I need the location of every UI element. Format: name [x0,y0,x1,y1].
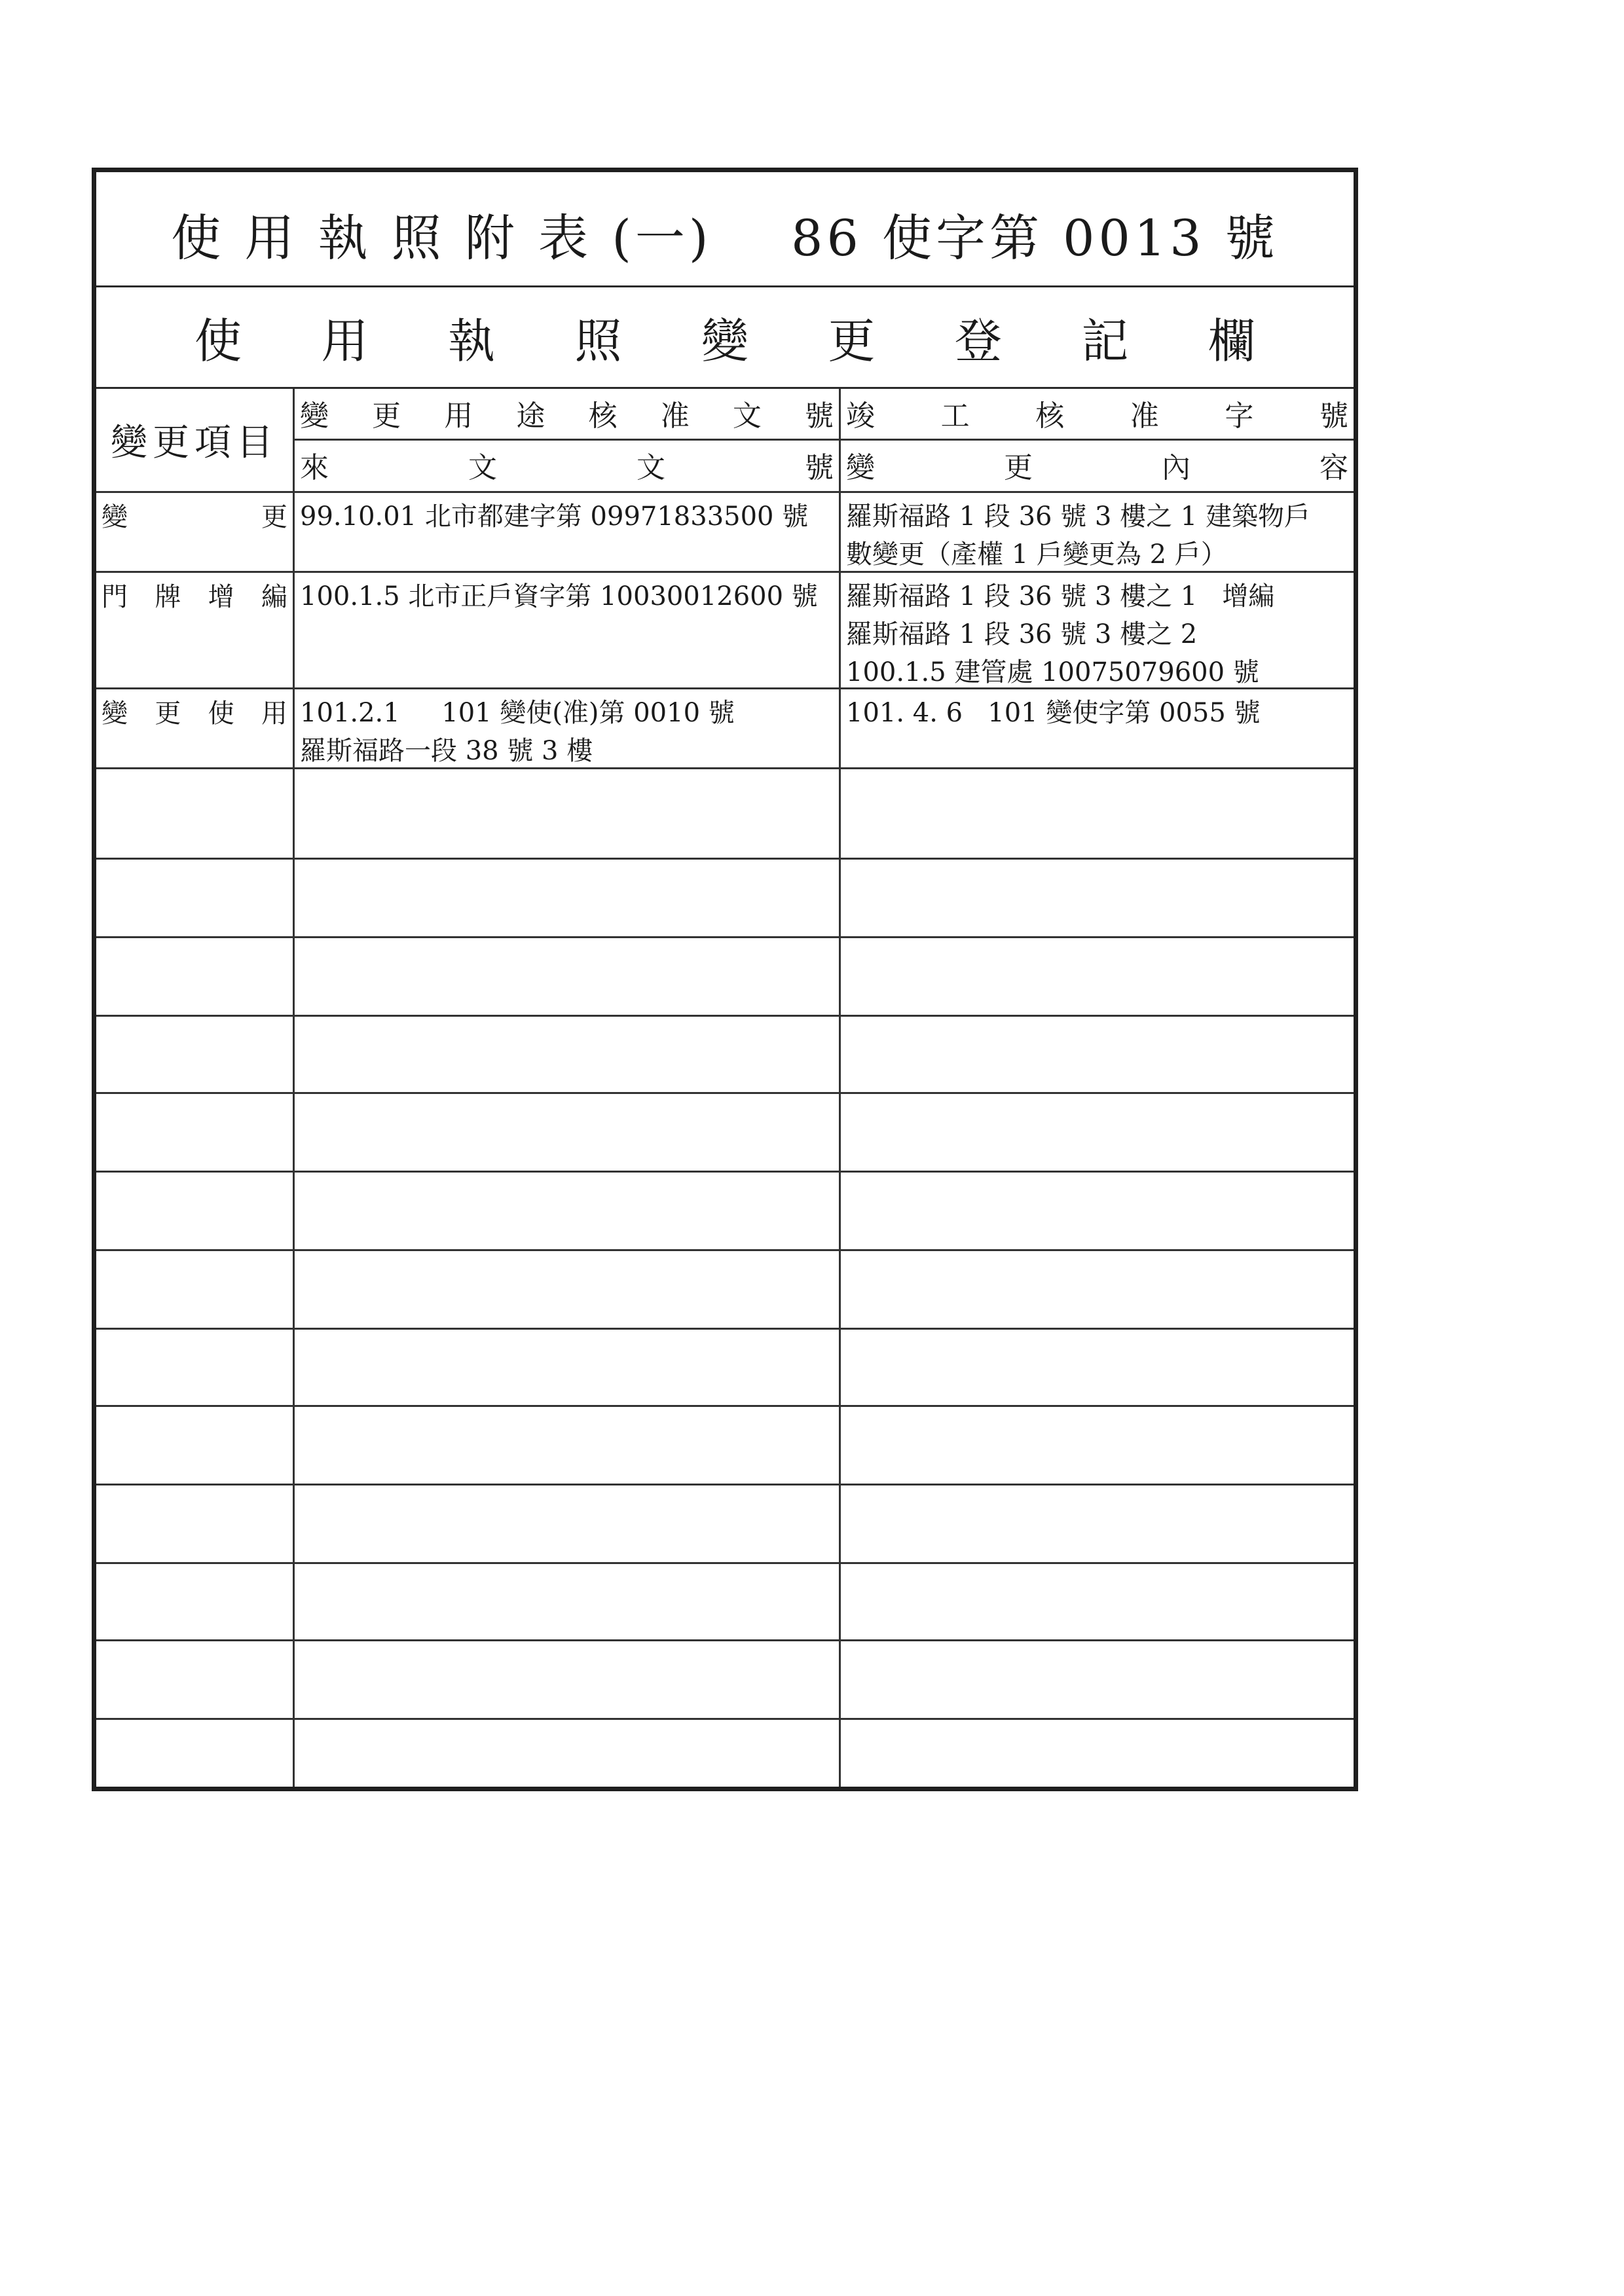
subtitle-char: 照 [574,314,622,369]
row-item: 變 更 [101,502,287,532]
row-divider [96,687,1354,689]
subtitle-char: 使 [194,314,242,369]
subtitle-char: 執 [447,314,495,369]
row-divider [96,571,1354,573]
header-col2-top: 竣 工 核 准 字 號 [846,399,1348,433]
subtitle-char: 記 [1081,314,1129,369]
row-col1: 101.2.1 101 變使(准)第 0010 號 羅斯福路一段 38 號 3 樓 [300,698,735,766]
subtitle-char: 登 [954,314,1002,369]
row-divider [96,1405,1354,1407]
row-divider [96,1484,1354,1485]
row-divider [96,858,1354,860]
row-item: 門 牌 增 編 [101,582,287,612]
header-col1-bottom: 來 文 文 號 [300,451,834,484]
row-divider [96,1562,1354,1564]
header-col1-top: 變 更 用 途 核 准 文 號 [300,399,834,433]
row-col1: 100.1.5 北市正戶資字第 10030012600 號 [300,581,818,611]
header-item: 變更項目 [111,422,278,464]
subtitle-char: 欄 [1208,314,1255,369]
title-row [96,172,1354,287]
row-divider [96,1249,1354,1251]
subtitle-char: 用 [321,314,369,369]
header-col2-bottom: 變 更 內 容 [846,451,1348,484]
row-item: 變 更 使 用 [101,699,287,729]
row-divider [96,491,1354,493]
row-col2: 羅斯福路 1 段 36 號 3 樓之 1 增編 羅斯福路 1 段 36 號 3 樓之 2 100.1.5 建管處 10075079600 號 [846,581,1275,687]
row-divider [96,1328,1354,1330]
row-divider [96,767,1354,769]
subtitle-char: 更 [828,314,876,369]
record-grid [96,389,1354,1787]
page-title: 使 用 執 照 附 表 (一) 86 使字第 0013 號 [171,209,1279,267]
row-divider [96,1015,1354,1017]
row-divider [96,1171,1354,1173]
license-table [92,168,1358,1791]
row-divider [96,1639,1354,1641]
row-divider [96,1092,1354,1094]
row-col2: 羅斯福路 1 段 36 號 3 樓之 1 建築物戶 數變更（產權 1 戶變更為 2 戶） [846,501,1310,570]
subtitle-row [96,287,1354,389]
subtitle-char: 變 [701,314,748,369]
row-divider [96,1718,1354,1720]
row-col2: 101. 4. 6 101 變使字第 0055 號 [846,698,1261,728]
row-col1: 99.10.01 北市都建字第 09971833500 號 [300,501,809,532]
row-divider [96,936,1354,938]
